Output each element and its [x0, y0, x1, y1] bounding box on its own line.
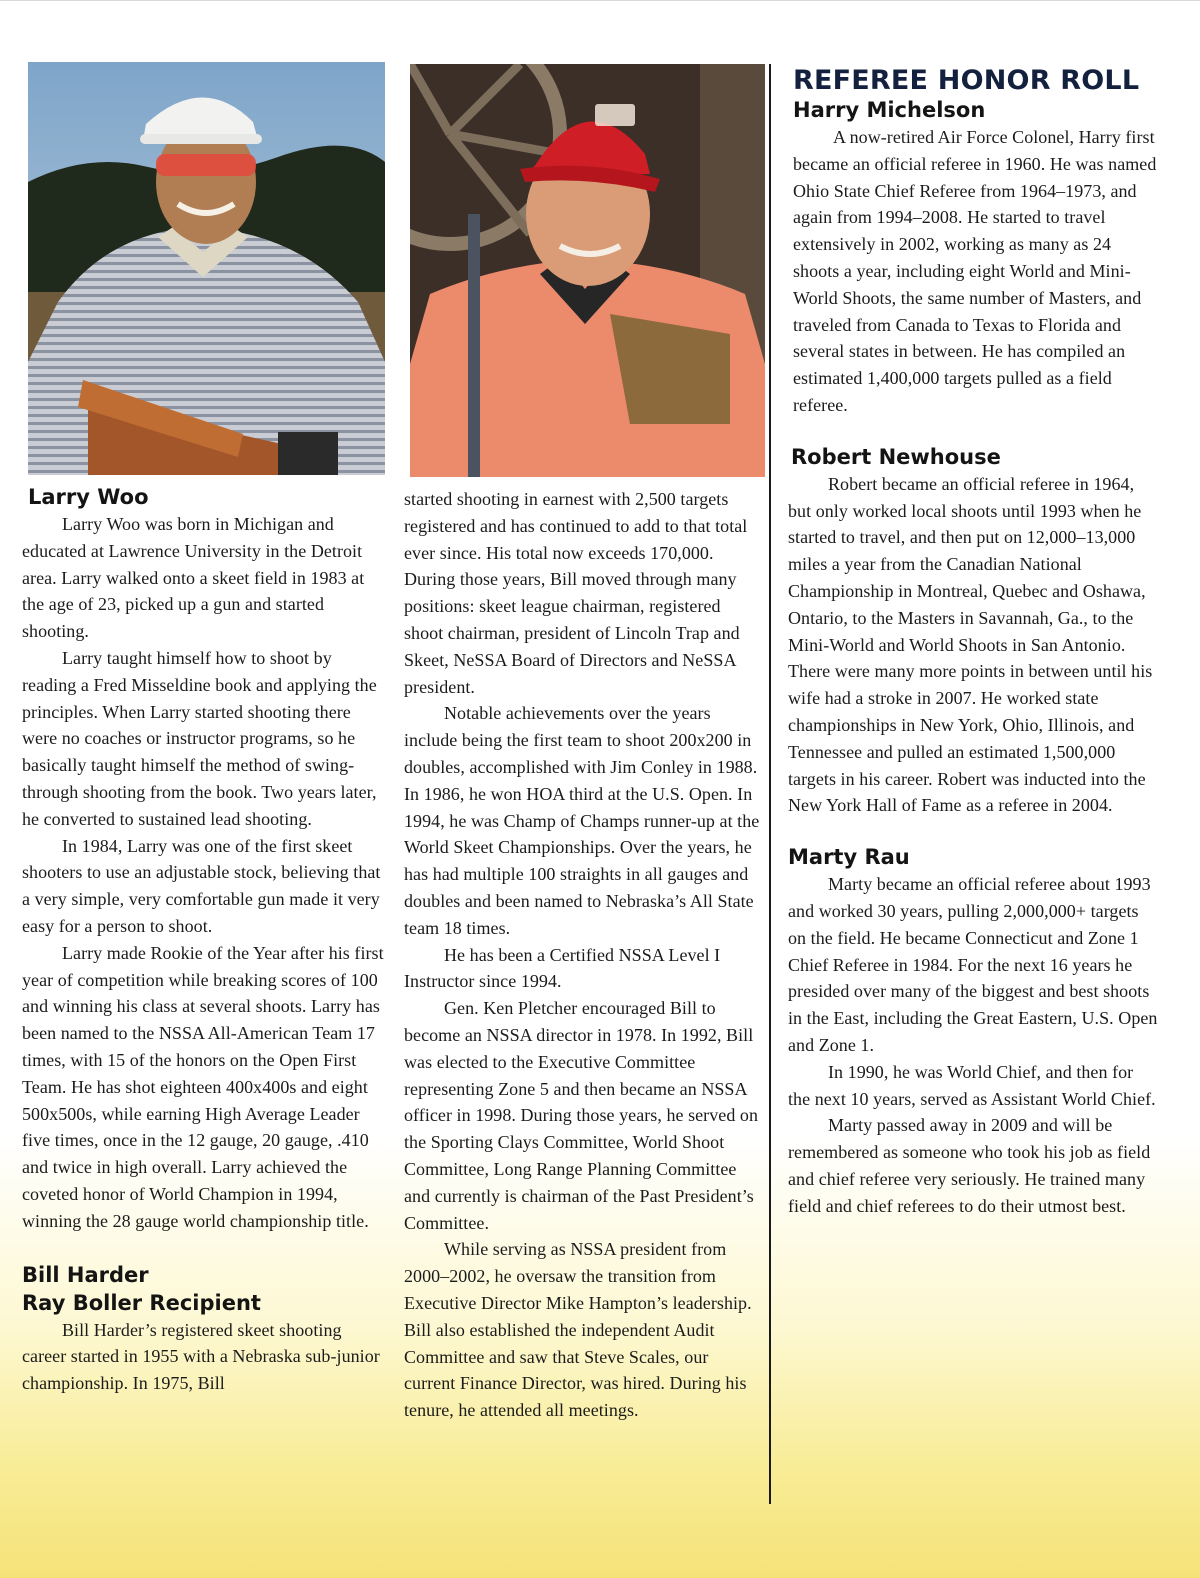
paragraph: Larry made Rookie of the Year after his first year of competition while breaking scores of 100 and winning his class at several shoots. Larry has been named to the NSSA All-American Team 17 times, with 15 of the honors on the Open First Team. He has shot eighteen 400x400s and eight 500x500s, while earning High Average Leader five times, once in the 12 gauge, 20 gauge, .410 and twice in high overall. Larry achieved the coveted honor of World Champion in 1994, winning the 28 gauge world championship title.: [22, 942, 384, 1231]
paragraph: He has been a Certified NSSA Level I Instructor since 1994.: [404, 944, 721, 992]
harry-michelson-heading: Harry Michelson: [793, 98, 986, 122]
marty-rau-heading: Marty Rau: [788, 845, 910, 870]
paragraph: Notable achievements over the years include being the first team to shoot 200x200 in doubles, accomplished with Jim Conley in 1988. In 1986, he won HOA third at the U.S. Open. In 1994, he was Champ of Champs runner-up at the World Skeet Championships. Over the years, he has had multiple 100 straights in all gauges and doubles and been named to Nebraska’s All State team 18 times.: [404, 703, 760, 938]
paragraph: In 1984, Larry was one of the first skeet shooters to use an adjustable stock, believing that a very simple, very comfortable gun made it very easy for a person to shoot.: [22, 835, 381, 936]
column-divider: [769, 64, 771, 1504]
bill-harder-photo: [410, 64, 765, 477]
column-referee-honor-roll: [788, 66, 1158, 1219]
paragraph: A now-retired Air Force Colonel, Harry first became an official referee in 1960. He was named Ohio State Chief Referee from 1964–1973, and again from 1994–2008. He started to travel extensively in 2002, working as many as 24 shoots a year, including eight World and Mini-World Shoots, the same number of Masters, and traveled from Canada to Texas to Florida and several states in between. He has compiled an estimated 1,400,000 targets pulled as a field referee.: [793, 127, 1157, 415]
larry-woo-photo: [28, 62, 385, 475]
paragraph: Bill Harder’s registered skeet shooting career started in 1955 with a Nebraska sub-junior championship. In 1975, Bill: [22, 1319, 380, 1394]
paragraph: Robert became an official referee in 1964, but only worked local shoots until 1993 when he started to travel, and then put on 12,000–13,000 miles a year from the Canadian National Championship in Montreal, Quebec and Oshawa, Ontario, to the Masters in Savannah, Ga., to the Mini-World and World Shoots in San Antonio. There were many more points in between until his wife had a stroke in 2007. He worked state championships in New York, Ohio, Illinois, and Tennessee and pulled an estimated 1,500,000 targets in his career. Robert was inducted into the New York Hall of Fame as a referee in 2004.: [788, 473, 1153, 816]
column-bill-harder: [404, 486, 764, 1424]
paragraph: started shooting in earnest with 2,500 targets registered and has continued to add to that total ever since. His total now exceeds 170,000. During those years, Bill moved through many positions: skeet league chairman, registered shoot chairman, president of Lincoln Trap and Skeet, NeSSA Board of Directors and NeSSA president.: [404, 489, 748, 697]
top-rule: [0, 0, 1200, 1]
paragraph: Marty passed away in 2009 and will be remembered as someone who took his job as field and chief referee very seriously. He trained many field and chief referees to do their utmost best.: [788, 1115, 1151, 1216]
paragraph: Larry taught himself how to shoot by reading a Fred Misseldine book and applying the principles. When Larry started shooting there were no coaches or instructor programs, so he basically taught himself the method of swing-through shooting from the book. Two years later, he converted to sustained lead shooting.: [22, 647, 377, 829]
referee-honor-roll-title: REFEREE HONOR ROLL: [793, 65, 1140, 96]
paragraph: Marty became an official referee about 1993 and worked 30 years, pulling 2,000,000+ targets on the field. He became Connecticut and Zone 1 Chief Referee in 1984. For the next 16 years he presided over many of the biggest and best shoots in the East, including the Great Eastern, U.S. Open and Zone 1.: [788, 874, 1158, 1055]
bill-harder-heading: Bill Harder: [22, 1262, 149, 1287]
larry-woo-heading: Larry Woo: [28, 485, 149, 509]
column-larry-woo: [22, 483, 384, 1397]
ray-boller-heading: Ray Boller Recipient: [22, 1290, 261, 1315]
robert-newhouse-heading: Robert Newhouse: [791, 444, 1001, 469]
paragraph: In 1990, he was World Chief, and then for the next 10 years, served as Assistant World Chief.: [788, 1061, 1156, 1109]
paragraph: Gen. Ken Pletcher encouraged Bill to become an NSSA director in 1978. In 1992, Bill was elected to the Executive Committee representing Zone 5 and then became an NSSA officer in 1998. During those years, he served on the Sporting Clays Committee, World Shoot Committee, Long Range Planning Committee and currently is chairman of the Past President’s Committee.: [404, 998, 759, 1233]
paragraph: Larry Woo was born in Michigan and educated at Lawrence University in the Detroit area. Larry walked onto a skeet field in 1983 at the age of 23, picked up a gun and started shooting.: [22, 514, 365, 642]
paragraph: While serving as NSSA president from 2000–2002, he oversaw the transition from Executive Director Mike Hampton’s leadership. Bill also established the independent Audit Committee and saw that Steve Scales, our current Finance Director, was hired. During his tenure, he attended all meetings.: [404, 1239, 752, 1421]
